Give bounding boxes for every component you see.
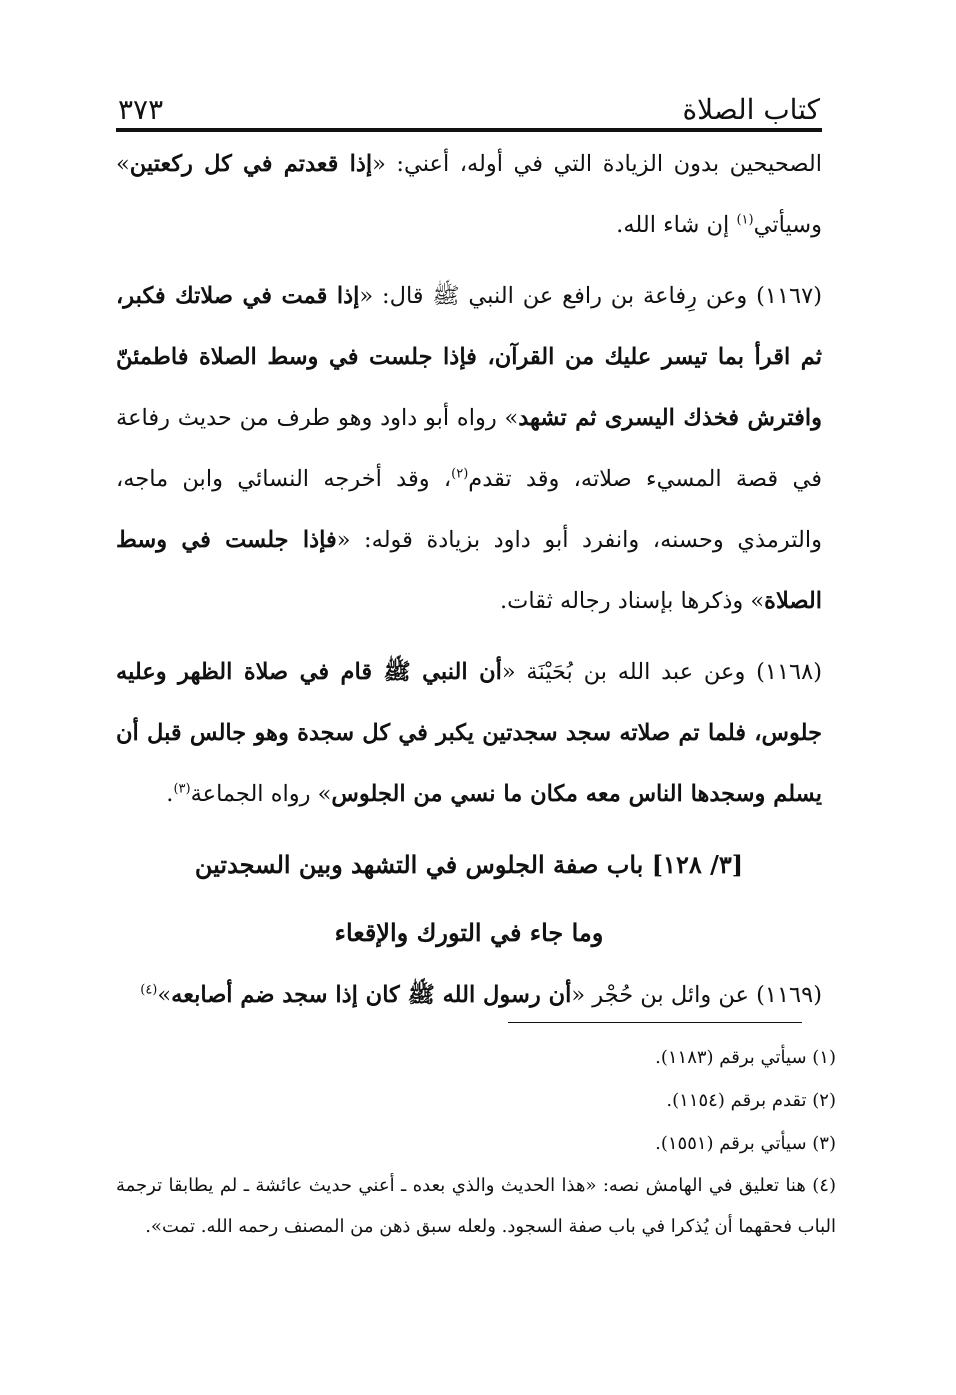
- footnotes: [116, 1036, 836, 1247]
- footnote-1: (١) سيأتي برقم (١١٨٣).: [655, 1047, 836, 1068]
- footnote-3: (٣) سيأتي برقم (١٥٥١).: [655, 1133, 836, 1154]
- page-number: ٣٧٣: [118, 93, 164, 126]
- hadith-1168: (١١٦٨) وعن عبد الله بن بُحَيْنَة «أن النبي ﷺ قام في صلاة الظهر وعليه جلوس، فلما تم صلاته سجد سجدتين يكبر في كل سجدة وهو جالس قبل أن يسلم وسجدها الناس معه مكان ما نسي من الجلوس» رواه الجماعة$^{(٣)}$.: [116, 659, 822, 807]
- page: [116, 78, 822, 1026]
- footnote-ref-2: (٢): [451, 466, 469, 482]
- header-rule: [116, 128, 822, 132]
- footnote-ref-1: (١): [736, 212, 754, 228]
- footnote-4: (٤) هنا تعليق في الهامش نصه: «هذا الحديث والذي بعده ـ أعني حديث عائشة ـ لم يطابقا ترجمة الباب فحقهما أن يُذكرا في باب صفة السجود. ولعله سبق ذهن من المصنف رحمه الله. تمت».: [116, 1175, 836, 1237]
- section-subheading: وما جاء في التورك والإقعاء: [334, 918, 604, 947]
- hadith-1169: (١١٦٩) عن وائل بن حُجْر «أن رسول الله ﷺ كان إذا سجد ضم أصابعه»$^{(٤)}$: [140, 982, 822, 1008]
- section-heading: [٣/ ١٢٨] باب صفة الجلوس في التشهد وبين السجدتين: [194, 850, 744, 879]
- footnote-2: (٢) تقدم برقم (١١٥٤).: [666, 1090, 836, 1111]
- running-header: [116, 78, 822, 126]
- footnote-ref-4: (٤): [140, 982, 158, 998]
- main-text: [116, 134, 822, 1026]
- paragraph-continuation: الصحيحين بدون الزيادة التي في أوله، أعني: «إذا قعدتم في كل ركعتين» وسيأتي$^{(١)}$ إن شاء الله.: [116, 151, 822, 238]
- hadith-1167: (١١٦٧) وعن رِفاعة بن رافع عن النبي ﷺ قال: «إذا قمت في صلاتك فكبر، ثم اقرأ بما تيسر عليك من القرآن، فإذا جلست في وسط الصلاة فاطمئنّ وافترش فخذك اليسرى ثم تشهد» رواه أبو داود وهو طرف من حديث رفاعة في قصة المسيء صلاته، وقد تقدم$^{(٢)}$، وقد أخرجه النسائي وابن ماجه، والترمذي وحسنه، وانفرد أبو داود بزيادة قوله: «فإذا جلست في وسط الصلاة» وذكرها بإسناد رجاله ثقات.: [116, 283, 823, 614]
- footnote-ref-3: (٣): [173, 781, 191, 797]
- chapter-title: كتاب الصلاة: [682, 93, 820, 126]
- footnote-separator: [508, 1022, 802, 1023]
